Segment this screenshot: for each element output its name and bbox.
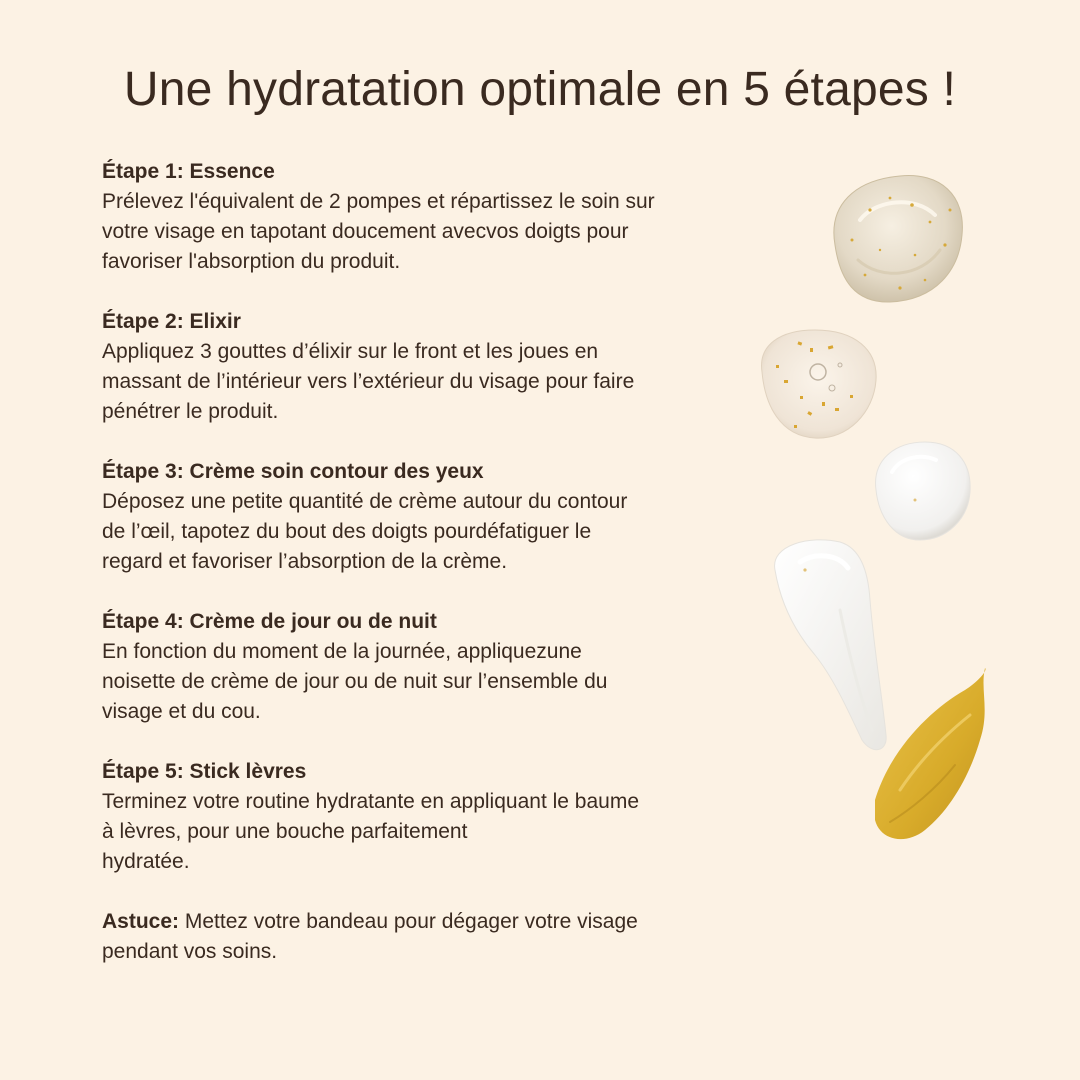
step-text: Prélevez l'équivalent de 2 pompes et répartissez le soin sur votre visage en tapotant doucement avecvos doigts pour favoriser l'absorption du produit. (102, 190, 655, 273)
page-title: Une hydratation optimale en 5 étapes ! (123, 63, 957, 116)
step-2 (102, 307, 722, 427)
step-5 (102, 757, 722, 877)
tip-text (102, 907, 722, 967)
step-3 (102, 457, 722, 577)
tip-body: Mettez votre bandeau pour dégager votre visage pendant vos soins. (102, 910, 638, 963)
step-1 (102, 157, 722, 277)
lip-balm-smear-swatch (875, 668, 986, 839)
step-title: Étape 4: Crème de jour ou de nuit (102, 610, 437, 633)
step-title: Étape 5: Stick lèvres (102, 760, 307, 783)
eye-cream-drop-swatch (876, 442, 971, 540)
cream-smear-swatch (775, 540, 887, 750)
step-title: Étape 3: Crème soin contour des yeux (102, 460, 484, 483)
tip-label: Astuce: (102, 910, 180, 933)
essence-gel-swatch (834, 176, 963, 302)
step-title: Étape 1: Essence (102, 160, 275, 183)
elixir-drop-swatch (762, 330, 877, 438)
step-text: Terminez votre routine hydratante en appliquant le baume à lèvres, pour une bouche parfaitement hydratée. (102, 790, 639, 873)
product-swatches (740, 150, 1040, 870)
step-text: Déposez une petite quantité de crème autour du contour de l’œil, tapotez du bout des doigts pourdéfatiguer le regard et favoriser l’absorption de la crème. (102, 490, 628, 573)
step-text: Appliquez 3 gouttes d’élixir sur le front et les joues en massant de l’intérieur vers l’extérieur du visage pour faire pénétrer le produit. (102, 340, 635, 423)
step-title: Étape 2: Elixir (102, 310, 241, 333)
step-4 (102, 607, 722, 727)
step-text: En fonction du moment de la journée, appliquezune noisette de crème de jour ou de nuit sur l’ensemble du visage et du cou. (102, 640, 608, 723)
steps-list (102, 157, 722, 907)
